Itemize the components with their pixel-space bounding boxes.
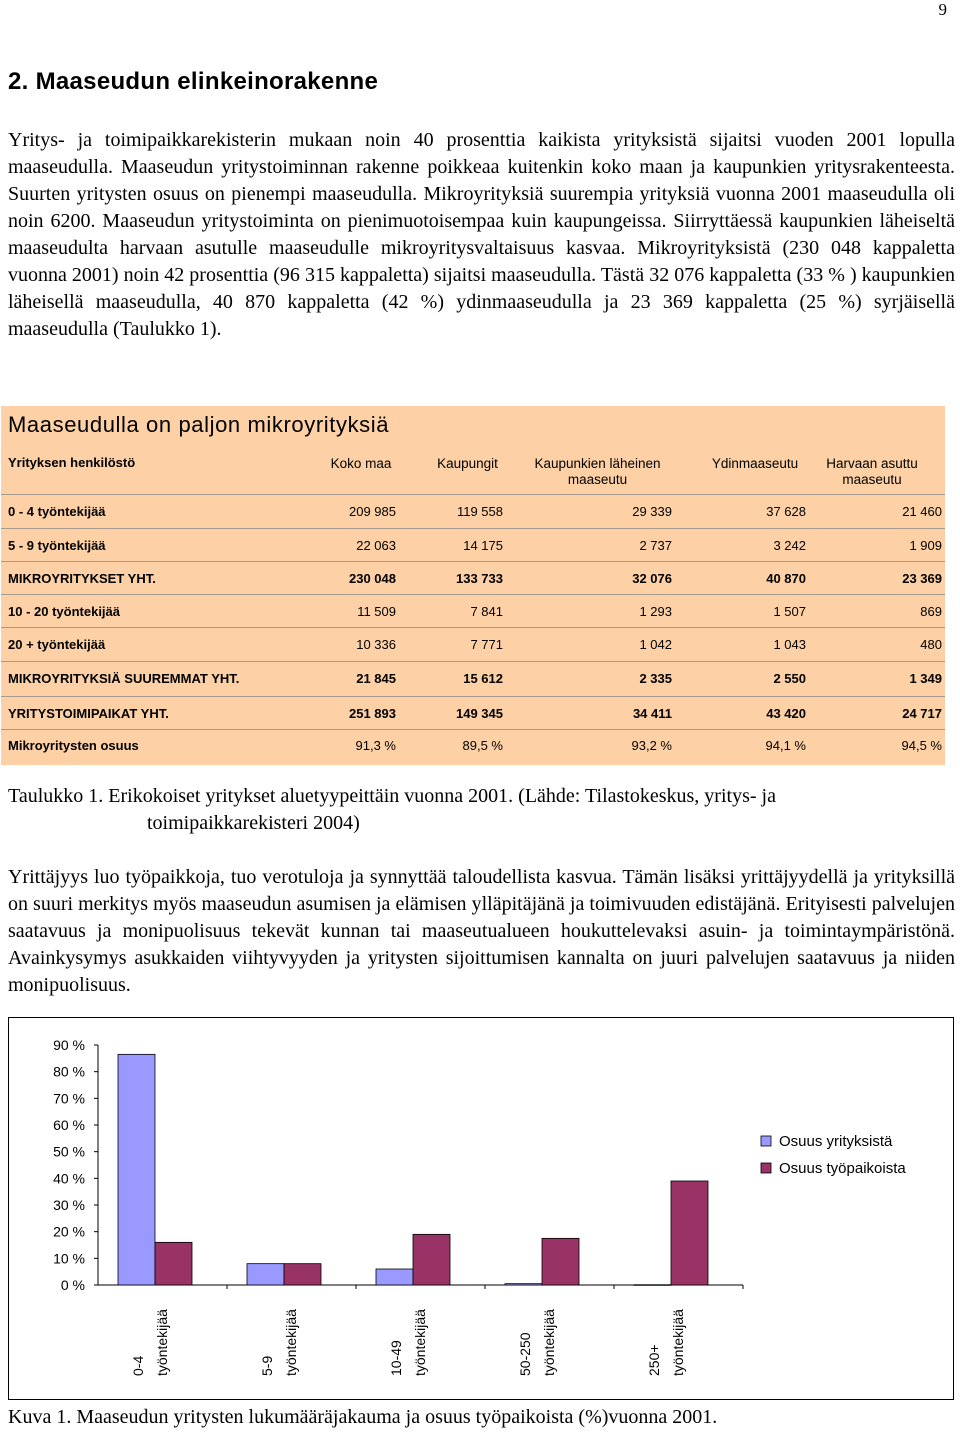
table-cell: 43 420 bbox=[766, 706, 806, 721]
table-cell: 21 460 bbox=[902, 504, 942, 519]
table-cell: 149 345 bbox=[456, 706, 503, 721]
table-row-label: 5 - 9 työntekijää bbox=[8, 538, 106, 553]
table-row-label: 0 - 4 työntekijää bbox=[8, 504, 106, 519]
x-category-label: työntekijää bbox=[154, 1309, 170, 1376]
table-cell: 89,5 % bbox=[462, 738, 503, 753]
column-header-kaupunkien-laheinen: Kaupunkien läheinen maaseutu bbox=[534, 456, 661, 487]
chart-frame bbox=[8, 1017, 954, 1400]
x-category-label: 50-250 bbox=[517, 1332, 533, 1376]
table-cell: 480 bbox=[920, 637, 942, 652]
x-category-label: 0-4 bbox=[130, 1355, 146, 1376]
bar-chart bbox=[9, 1018, 955, 1401]
table-cell: 1 042 bbox=[639, 637, 672, 652]
y-tick-label: 0 % bbox=[60, 1277, 85, 1293]
table-row-label: 20 + työntekijää bbox=[8, 637, 106, 652]
column-header-kaupungit: Kaupungit bbox=[437, 456, 498, 471]
table-cell: 119 558 bbox=[456, 504, 503, 519]
table-cell: 251 893 bbox=[349, 706, 396, 721]
x-category-label: 5-9 bbox=[259, 1355, 275, 1376]
bar-jobs bbox=[671, 1181, 708, 1285]
table-row-label: YRITYSTOIMIPAIKAT YHT. bbox=[8, 706, 169, 721]
x-category-label: työntekijää bbox=[670, 1309, 686, 1376]
table-cell: 34 411 bbox=[632, 706, 672, 721]
table-cell: 22 063 bbox=[356, 538, 396, 553]
table-row-label: MIKROYRITYKSIÄ SUUREMMAT YHT. bbox=[8, 671, 240, 686]
bar-jobs bbox=[413, 1234, 450, 1285]
table-cell: 869 bbox=[920, 604, 942, 619]
table-cell: 15 612 bbox=[463, 671, 503, 686]
section-heading: 2. Maaseudun elinkeinorakenne bbox=[8, 68, 379, 95]
legend-label: Osuus työpaikoista bbox=[779, 1160, 906, 1177]
column-header-ydinmaaseutu: Ydinmaaseutu bbox=[711, 456, 799, 471]
x-category-label: työntekijää bbox=[541, 1309, 557, 1376]
table-cell: 24 717 bbox=[902, 706, 942, 721]
table-caption: Taulukko 1. Erikokoiset yritykset aluetyypeittäin vuonna 2001. (Lähde: Tilastokeskus, yritys- ja bbox=[8, 785, 776, 807]
legend-swatch bbox=[761, 1136, 771, 1146]
column-header-harvaan-asuttu: Harvaan asuttu maaseutu bbox=[826, 456, 918, 487]
y-tick-label: 80 % bbox=[53, 1063, 85, 1080]
intro-paragraph: Yritys- ja toimipaikkarekisterin mukaan noin 40 prosenttia kaikista yrityksistä sijaitsi vuoden 2001 lopulla maaseudulla. Maaseudun yritystoiminnan rakenne poikkeaa kuitenkin koko maan ja kaupunkien yritysrakenteesta. Suurten yritysten osuus on pienempi maaseudulla. Mikroyrityksiä suurempia yrityksiä vuonna 2001 maaseudulla oli noin 6200. Maaseudun yritystoiminta on pienimuotoisempaa kuin kaupungeissa. Siirryttäessä kaupunkien läheiseltä maaseudulta harvaan asutulle maaseudulle mikroyritysvaltaisuus kasvaa. Mikroyrityksistä (230 048 kappaletta vuonna 2001) noin 42 prosenttia (96 315 kappaletta) sijaitsi maaseudulla. Tästä 32 076 kappaletta (33 % ) kaupunkien läheisellä maaseudulla, 40 870 kappaletta (42 %) ydinmaaseudulla ja 23 369 kappaletta (25 %) syrjäisellä maaseudulla (Taulukko 1). bbox=[8, 129, 955, 340]
table-cell: 1 293 bbox=[639, 604, 672, 619]
bar-jobs bbox=[542, 1238, 579, 1285]
legend-label: Osuus yrityksistä bbox=[779, 1133, 893, 1150]
x-category-label: 10-49 bbox=[388, 1340, 404, 1376]
table-cell: 7 771 bbox=[470, 637, 503, 652]
table-title: Maaseudulla on paljon mikroyrityksiä bbox=[8, 412, 390, 437]
y-tick-label: 10 % bbox=[53, 1250, 85, 1267]
table-row-divider bbox=[1, 528, 945, 529]
table-row-divider bbox=[1, 729, 945, 730]
table-row-divider bbox=[1, 594, 945, 595]
x-category-label: työntekijää bbox=[412, 1309, 428, 1376]
second-paragraph: Yrittäjyys luo työpaikkoja, tuo verotuloja ja synnyttää taloudellista kasvua. Tämän lisäksi yrittäjyydellä ja yrityksillä on suuri merkitys myös maaseudun asumisen ja elämisen ylläpitäjänä ja toimivuuden edistäjänä. Erityisesti palvelujen saatavuus ja monipuolisuus tekevät kunnan tai maaseutualueen houkuttelevaksi asuin- ja toimintaympäristönä. Avainkysymys asukkaiden viihtyvyyden ja yritysten sijoittumisen kannalta on juuri palvelujen saatavuus ja niiden monipuolisuus. bbox=[8, 866, 955, 996]
table-row-divider bbox=[1, 627, 945, 628]
table-cell: 40 870 bbox=[766, 571, 806, 586]
x-category-label: 250+ bbox=[646, 1344, 662, 1376]
table-cell: 2 737 bbox=[639, 538, 672, 553]
y-tick-label: 90 % bbox=[53, 1037, 85, 1053]
column-header-staff: Yrityksen henkilöstö bbox=[8, 455, 136, 470]
table-cell: 21 845 bbox=[356, 671, 396, 686]
table-cell: 133 733 bbox=[456, 571, 503, 586]
table-cell: 93,2 % bbox=[631, 738, 672, 753]
table-cell: 11 509 bbox=[357, 604, 396, 619]
table-cell: 7 841 bbox=[470, 604, 503, 619]
bar-companies bbox=[118, 1054, 155, 1285]
table-cell: 2 335 bbox=[639, 671, 672, 686]
page-number: 9 bbox=[938, 0, 947, 19]
y-tick-label: 20 % bbox=[53, 1223, 85, 1240]
y-tick-label: 30 % bbox=[53, 1197, 85, 1213]
column-header-koko-maa: Koko maa bbox=[330, 456, 392, 471]
table-cell: 1 507 bbox=[773, 604, 806, 619]
table-cell: 10 336 bbox=[356, 637, 396, 652]
table-cell: 29 339 bbox=[632, 504, 672, 519]
bar-companies bbox=[376, 1269, 413, 1285]
table-cell: 1 349 bbox=[909, 671, 942, 686]
table-cell: 230 048 bbox=[349, 571, 396, 586]
table-row-label: Mikroyritysten osuus bbox=[8, 738, 139, 753]
table-row-divider bbox=[1, 661, 945, 662]
bar-companies bbox=[505, 1284, 542, 1285]
legend-swatch bbox=[761, 1163, 771, 1173]
table-cell: 94,1 % bbox=[765, 738, 806, 753]
table-cell: 1 043 bbox=[773, 637, 806, 652]
table-row-label: 10 - 20 työntekijää bbox=[8, 604, 120, 619]
table-cell: 2 550 bbox=[773, 671, 806, 686]
table-cell: 37 628 bbox=[766, 504, 806, 519]
table-cell: 91,3 % bbox=[355, 738, 396, 753]
y-tick-label: 60 % bbox=[53, 1117, 85, 1133]
table-cell: 32 076 bbox=[632, 571, 672, 586]
y-tick-label: 70 % bbox=[53, 1090, 85, 1107]
bar-companies bbox=[634, 1285, 671, 1286]
y-tick-label: 50 % bbox=[53, 1143, 85, 1160]
bar-jobs bbox=[284, 1264, 321, 1285]
table-cell: 1 909 bbox=[909, 538, 942, 553]
table-caption-continued: toimipaikkarekisteri 2004) bbox=[147, 812, 360, 834]
table-cell: 94,5 % bbox=[901, 738, 942, 753]
table-row-divider bbox=[1, 494, 945, 495]
bar-companies bbox=[247, 1264, 284, 1285]
y-tick-label: 40 % bbox=[53, 1170, 85, 1187]
table-cell: 209 985 bbox=[349, 504, 396, 519]
bar-jobs bbox=[155, 1242, 192, 1285]
x-category-label: työntekijää bbox=[283, 1309, 299, 1376]
table-row-divider bbox=[1, 561, 945, 562]
table-cell: 23 369 bbox=[902, 571, 942, 586]
table-cell: 14 175 bbox=[463, 538, 503, 553]
table-row-label: MIKROYRITYKSET YHT. bbox=[8, 571, 156, 586]
table-cell: 3 242 bbox=[773, 538, 806, 553]
table-row-divider bbox=[1, 696, 945, 697]
chart-caption: Kuva 1. Maaseudun yritysten lukumääräjakauma ja osuus työpaikoista (%)vuonna 2001. bbox=[8, 1406, 718, 1428]
